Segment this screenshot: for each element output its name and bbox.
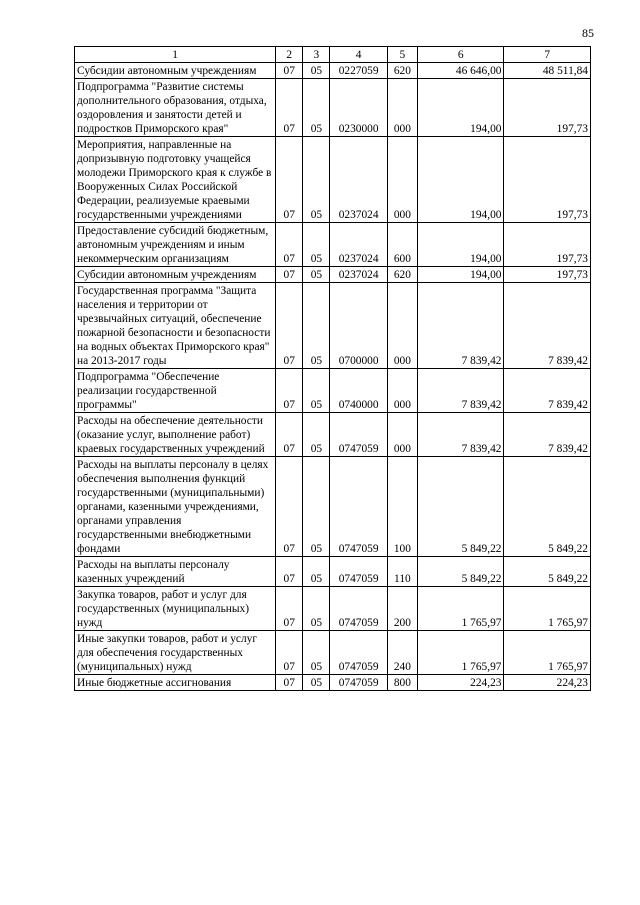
row-amount-year1-cell: 1 765,97 (417, 631, 504, 675)
header-cell: 4 (330, 47, 387, 63)
row-amount-year2-cell: 1 765,97 (504, 587, 591, 631)
table-row (75, 267, 591, 283)
row-name-cell: Иные бюджетные ассигнования (75, 675, 276, 691)
row-name-cell: Расходы на обеспечение деятельности (оказание услуг, выполнение работ) краевых государственных учреждений (75, 413, 276, 457)
row-target-code-cell: 0747059 (330, 413, 387, 457)
row-target-code-cell: 0700000 (330, 283, 387, 369)
row-amount-year2-cell: 197,73 (504, 79, 591, 137)
header-cell: 6 (417, 47, 504, 63)
row-amount-year2-cell: 197,73 (504, 267, 591, 283)
row-amount-year2-cell: 48 511,84 (504, 63, 591, 79)
row-amount-year1-cell: 194,00 (417, 79, 504, 137)
row-name-cell: Подпрограмма "Развитие системы дополнительного образования, отдыха, оздоровления и занятости детей и подростков Приморского края" (75, 79, 276, 137)
row-amount-year1-cell: 224,23 (417, 675, 504, 691)
row-subsection-cell: 05 (303, 137, 330, 223)
row-section-cell: 07 (276, 79, 303, 137)
table-row (75, 369, 591, 413)
row-expense-type-cell: 000 (387, 283, 417, 369)
row-expense-type-cell: 240 (387, 631, 417, 675)
row-amount-year2-cell: 7 839,42 (504, 413, 591, 457)
row-subsection-cell: 05 (303, 631, 330, 675)
row-expense-type-cell: 110 (387, 557, 417, 587)
row-subsection-cell: 05 (303, 457, 330, 557)
row-expense-type-cell: 000 (387, 369, 417, 413)
row-amount-year2-cell: 5 849,22 (504, 557, 591, 587)
header-cell: 1 (75, 47, 276, 63)
budget-table-body (75, 47, 591, 691)
row-expense-type-cell: 000 (387, 137, 417, 223)
row-amount-year1-cell: 5 849,22 (417, 557, 504, 587)
row-subsection-cell: 05 (303, 587, 330, 631)
row-amount-year2-cell: 5 849,22 (504, 457, 591, 557)
row-amount-year1-cell: 7 839,42 (417, 283, 504, 369)
row-expense-type-cell: 100 (387, 457, 417, 557)
row-subsection-cell: 05 (303, 675, 330, 691)
row-amount-year2-cell: 197,73 (504, 223, 591, 267)
table-row (75, 413, 591, 457)
header-cell: 5 (387, 47, 417, 63)
row-expense-type-cell: 000 (387, 413, 417, 457)
row-name-cell: Государственная программа "Защита населения и территории от чрезвычайных ситуаций, обеспечение пожарной безопасности и безопасности на водных объектах Приморского края" на 2013-2017 годы (75, 283, 276, 369)
row-subsection-cell: 05 (303, 79, 330, 137)
table-row (75, 631, 591, 675)
row-amount-year1-cell: 7 839,42 (417, 369, 504, 413)
row-expense-type-cell: 620 (387, 63, 417, 79)
row-subsection-cell: 05 (303, 63, 330, 79)
row-amount-year1-cell: 1 765,97 (417, 587, 504, 631)
row-subsection-cell: 05 (303, 283, 330, 369)
row-target-code-cell: 0747059 (330, 557, 387, 587)
row-expense-type-cell: 800 (387, 675, 417, 691)
row-section-cell: 07 (276, 557, 303, 587)
row-section-cell: 07 (276, 457, 303, 557)
row-name-cell: Расходы на выплаты персоналу казенных учреждений (75, 557, 276, 587)
row-amount-year2-cell: 197,73 (504, 137, 591, 223)
row-subsection-cell: 05 (303, 413, 330, 457)
row-name-cell: Субсидии автономным учреждениям (75, 63, 276, 79)
row-amount-year2-cell: 1 765,97 (504, 631, 591, 675)
row-target-code-cell: 0227059 (330, 63, 387, 79)
table-row (75, 223, 591, 267)
row-name-cell: Иные закупки товаров, работ и услуг для обеспечения государственных (муниципальных) нужд (75, 631, 276, 675)
row-section-cell: 07 (276, 137, 303, 223)
header-cell: 2 (276, 47, 303, 63)
row-amount-year1-cell: 194,00 (417, 267, 504, 283)
row-subsection-cell: 05 (303, 267, 330, 283)
header-cell: 3 (303, 47, 330, 63)
row-name-cell: Предоставление субсидий бюджетным, автономным учреждениям и иным некоммерческим организациям (75, 223, 276, 267)
row-section-cell: 07 (276, 369, 303, 413)
row-target-code-cell: 0237024 (330, 137, 387, 223)
row-target-code-cell: 0740000 (330, 369, 387, 413)
row-target-code-cell: 0237024 (330, 267, 387, 283)
row-amount-year2-cell: 7 839,42 (504, 369, 591, 413)
table-header-row (75, 47, 591, 63)
row-subsection-cell: 05 (303, 223, 330, 267)
row-section-cell: 07 (276, 587, 303, 631)
row-section-cell: 07 (276, 631, 303, 675)
row-amount-year2-cell: 224,23 (504, 675, 591, 691)
row-target-code-cell: 0747059 (330, 587, 387, 631)
row-expense-type-cell: 620 (387, 267, 417, 283)
row-amount-year1-cell: 194,00 (417, 223, 504, 267)
row-target-code-cell: 0747059 (330, 457, 387, 557)
row-section-cell: 07 (276, 63, 303, 79)
row-target-code-cell: 0747059 (330, 675, 387, 691)
table-row (75, 587, 591, 631)
row-target-code-cell: 0237024 (330, 223, 387, 267)
row-section-cell: 07 (276, 283, 303, 369)
row-expense-type-cell: 000 (387, 79, 417, 137)
row-amount-year1-cell: 194,00 (417, 137, 504, 223)
row-subsection-cell: 05 (303, 557, 330, 587)
row-name-cell: Закупка товаров, работ и услуг для государственных (муниципальных) нужд (75, 587, 276, 631)
row-subsection-cell: 05 (303, 369, 330, 413)
row-expense-type-cell: 600 (387, 223, 417, 267)
row-name-cell: Подпрограмма "Обеспечение реализации государственной программы" (75, 369, 276, 413)
row-amount-year1-cell: 7 839,42 (417, 413, 504, 457)
page-number: 85 (582, 26, 594, 40)
row-name-cell: Расходы на выплаты персоналу в целях обеспечения выполнения функций государственными (муниципальными) органами, казенными учреждениями, органами управления государственными внебюджетными фондами (75, 457, 276, 557)
table-row (75, 79, 591, 137)
row-expense-type-cell: 200 (387, 587, 417, 631)
table-row (75, 137, 591, 223)
row-amount-year2-cell: 7 839,42 (504, 283, 591, 369)
table-row (75, 283, 591, 369)
row-name-cell: Субсидии автономным учреждениям (75, 267, 276, 283)
table-row (75, 457, 591, 557)
table-row (75, 63, 591, 79)
table-row (75, 675, 591, 691)
row-section-cell: 07 (276, 223, 303, 267)
row-target-code-cell: 0747059 (330, 631, 387, 675)
row-name-cell: Мероприятия, направленные на допризывную подготовку учащейся молодежи Приморского края к службе в Вооруженных Силах Российской Федерации, реализуемые краевыми государственными учреждениями (75, 137, 276, 223)
table-row (75, 557, 591, 587)
budget-table (74, 46, 591, 691)
row-amount-year1-cell: 46 646,00 (417, 63, 504, 79)
row-target-code-cell: 0230000 (330, 79, 387, 137)
row-section-cell: 07 (276, 267, 303, 283)
header-cell: 7 (504, 47, 591, 63)
row-section-cell: 07 (276, 675, 303, 691)
row-section-cell: 07 (276, 413, 303, 457)
row-amount-year1-cell: 5 849,22 (417, 457, 504, 557)
